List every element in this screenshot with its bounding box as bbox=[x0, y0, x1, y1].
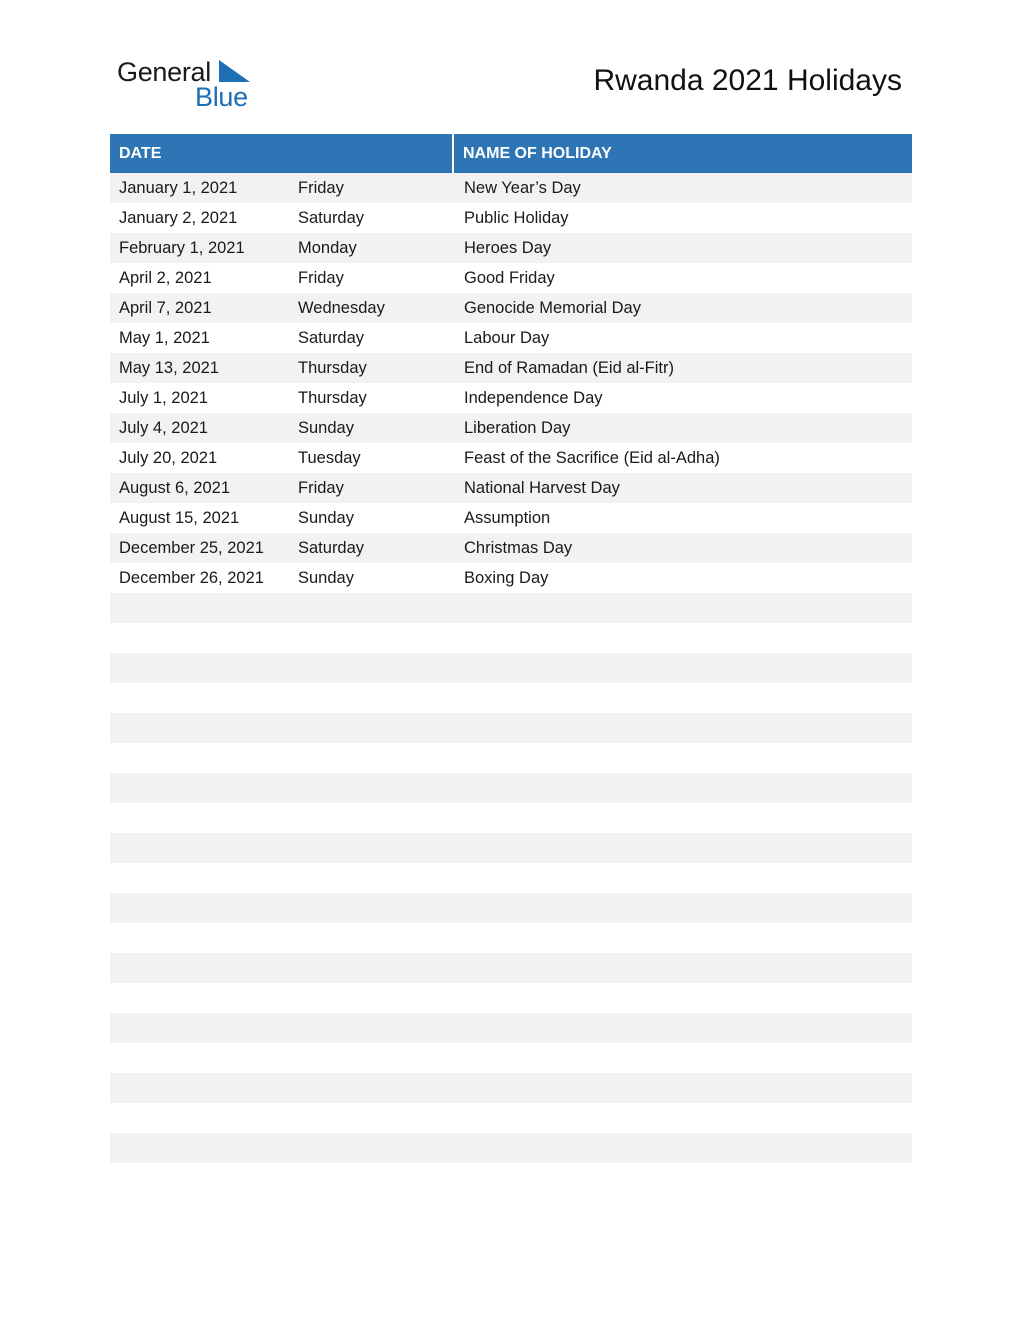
weekday-cell: Sunday bbox=[298, 418, 354, 437]
holiday-name-cell: Good Friday bbox=[464, 268, 555, 287]
holiday-table bbox=[110, 134, 912, 1193]
table-row bbox=[110, 983, 912, 1013]
table-row bbox=[110, 533, 912, 563]
table-row bbox=[110, 833, 912, 863]
date-cell: May 13, 2021 bbox=[119, 358, 219, 377]
weekday-cell: Thursday bbox=[298, 388, 367, 407]
table-row bbox=[110, 293, 912, 323]
table-row bbox=[110, 1013, 912, 1043]
date-cell: December 25, 2021 bbox=[119, 538, 264, 557]
table-body bbox=[110, 173, 912, 1193]
table-row bbox=[110, 1073, 912, 1103]
table-header bbox=[110, 134, 912, 173]
holiday-name-cell: Public Holiday bbox=[464, 208, 569, 227]
holiday-name-cell: Feast of the Sacrifice (Eid al-Adha) bbox=[464, 448, 720, 467]
date-cell: July 20, 2021 bbox=[119, 448, 218, 467]
logo-word-blue: Blue bbox=[195, 82, 248, 112]
holiday-name-cell: New Year’s Day bbox=[464, 178, 581, 197]
holiday-name-cell: Independence Day bbox=[464, 388, 603, 407]
weekday-cell: Friday bbox=[298, 478, 344, 497]
holiday-name-cell: National Harvest Day bbox=[464, 478, 620, 497]
weekday-cell: Friday bbox=[298, 178, 344, 197]
table-row bbox=[110, 713, 912, 743]
generalblue-logo bbox=[117, 56, 267, 116]
table-row bbox=[110, 503, 912, 533]
date-cell: December 26, 2021 bbox=[119, 568, 264, 587]
date-cell: August 15, 2021 bbox=[119, 508, 240, 527]
table-row bbox=[110, 443, 912, 473]
date-cell: July 1, 2021 bbox=[119, 388, 208, 407]
logo-word-general: General bbox=[117, 57, 211, 87]
date-cell: January 2, 2021 bbox=[119, 208, 238, 227]
table-row bbox=[110, 1163, 912, 1193]
table-row bbox=[110, 623, 912, 653]
table-row bbox=[110, 263, 912, 293]
table-row bbox=[110, 863, 912, 893]
column-header-date: DATE bbox=[110, 134, 454, 173]
holiday-name-cell: Labour Day bbox=[464, 328, 550, 347]
weekday-cell: Monday bbox=[298, 238, 357, 257]
table-row bbox=[110, 773, 912, 803]
holiday-name-cell: Christmas Day bbox=[464, 538, 573, 557]
table-row bbox=[110, 1043, 912, 1073]
holiday-name-cell: Liberation Day bbox=[464, 418, 571, 437]
table-row bbox=[110, 743, 912, 773]
date-cell: April 2, 2021 bbox=[119, 268, 212, 287]
date-cell: August 6, 2021 bbox=[119, 478, 231, 497]
table-row bbox=[110, 923, 912, 953]
table-row bbox=[110, 383, 912, 413]
weekday-cell: Thursday bbox=[298, 358, 367, 377]
table-row bbox=[110, 1103, 912, 1133]
holiday-name-cell: Heroes Day bbox=[464, 238, 552, 257]
table-row bbox=[110, 173, 912, 203]
date-cell: July 4, 2021 bbox=[119, 418, 208, 437]
weekday-cell: Wednesday bbox=[298, 298, 385, 317]
table-row bbox=[110, 893, 912, 923]
holiday-name-cell: Boxing Day bbox=[464, 568, 549, 587]
date-cell: February 1, 2021 bbox=[119, 238, 245, 257]
table-row bbox=[110, 353, 912, 383]
table-row bbox=[110, 413, 912, 443]
holiday-name-cell: Assumption bbox=[464, 508, 551, 527]
weekday-cell: Saturday bbox=[298, 208, 365, 227]
table-row bbox=[110, 803, 912, 833]
table-row bbox=[110, 203, 912, 233]
table-row bbox=[110, 953, 912, 983]
table-row bbox=[110, 233, 912, 263]
date-cell: April 7, 2021 bbox=[119, 298, 212, 317]
table-row bbox=[110, 653, 912, 683]
weekday-cell: Tuesday bbox=[298, 448, 361, 467]
weekday-cell: Sunday bbox=[298, 508, 354, 527]
holiday-name-cell: End of Ramadan (Eid al-Fitr) bbox=[464, 358, 674, 377]
weekday-cell: Saturday bbox=[298, 538, 365, 557]
weekday-cell: Saturday bbox=[298, 328, 365, 347]
weekday-cell: Sunday bbox=[298, 568, 354, 587]
weekday-cell: Friday bbox=[298, 268, 344, 287]
table-row bbox=[110, 593, 912, 623]
table-row bbox=[110, 683, 912, 713]
column-header-name: NAME OF HOLIDAY bbox=[463, 144, 612, 162]
table-row bbox=[110, 563, 912, 593]
date-cell: May 1, 2021 bbox=[119, 328, 210, 347]
page-title: Rwanda 2021 Holidays bbox=[593, 64, 902, 97]
table-row bbox=[110, 1133, 912, 1163]
table-row bbox=[110, 323, 912, 353]
date-cell: January 1, 2021 bbox=[119, 178, 238, 197]
table-row bbox=[110, 473, 912, 503]
holiday-name-cell: Genocide Memorial Day bbox=[464, 298, 641, 317]
